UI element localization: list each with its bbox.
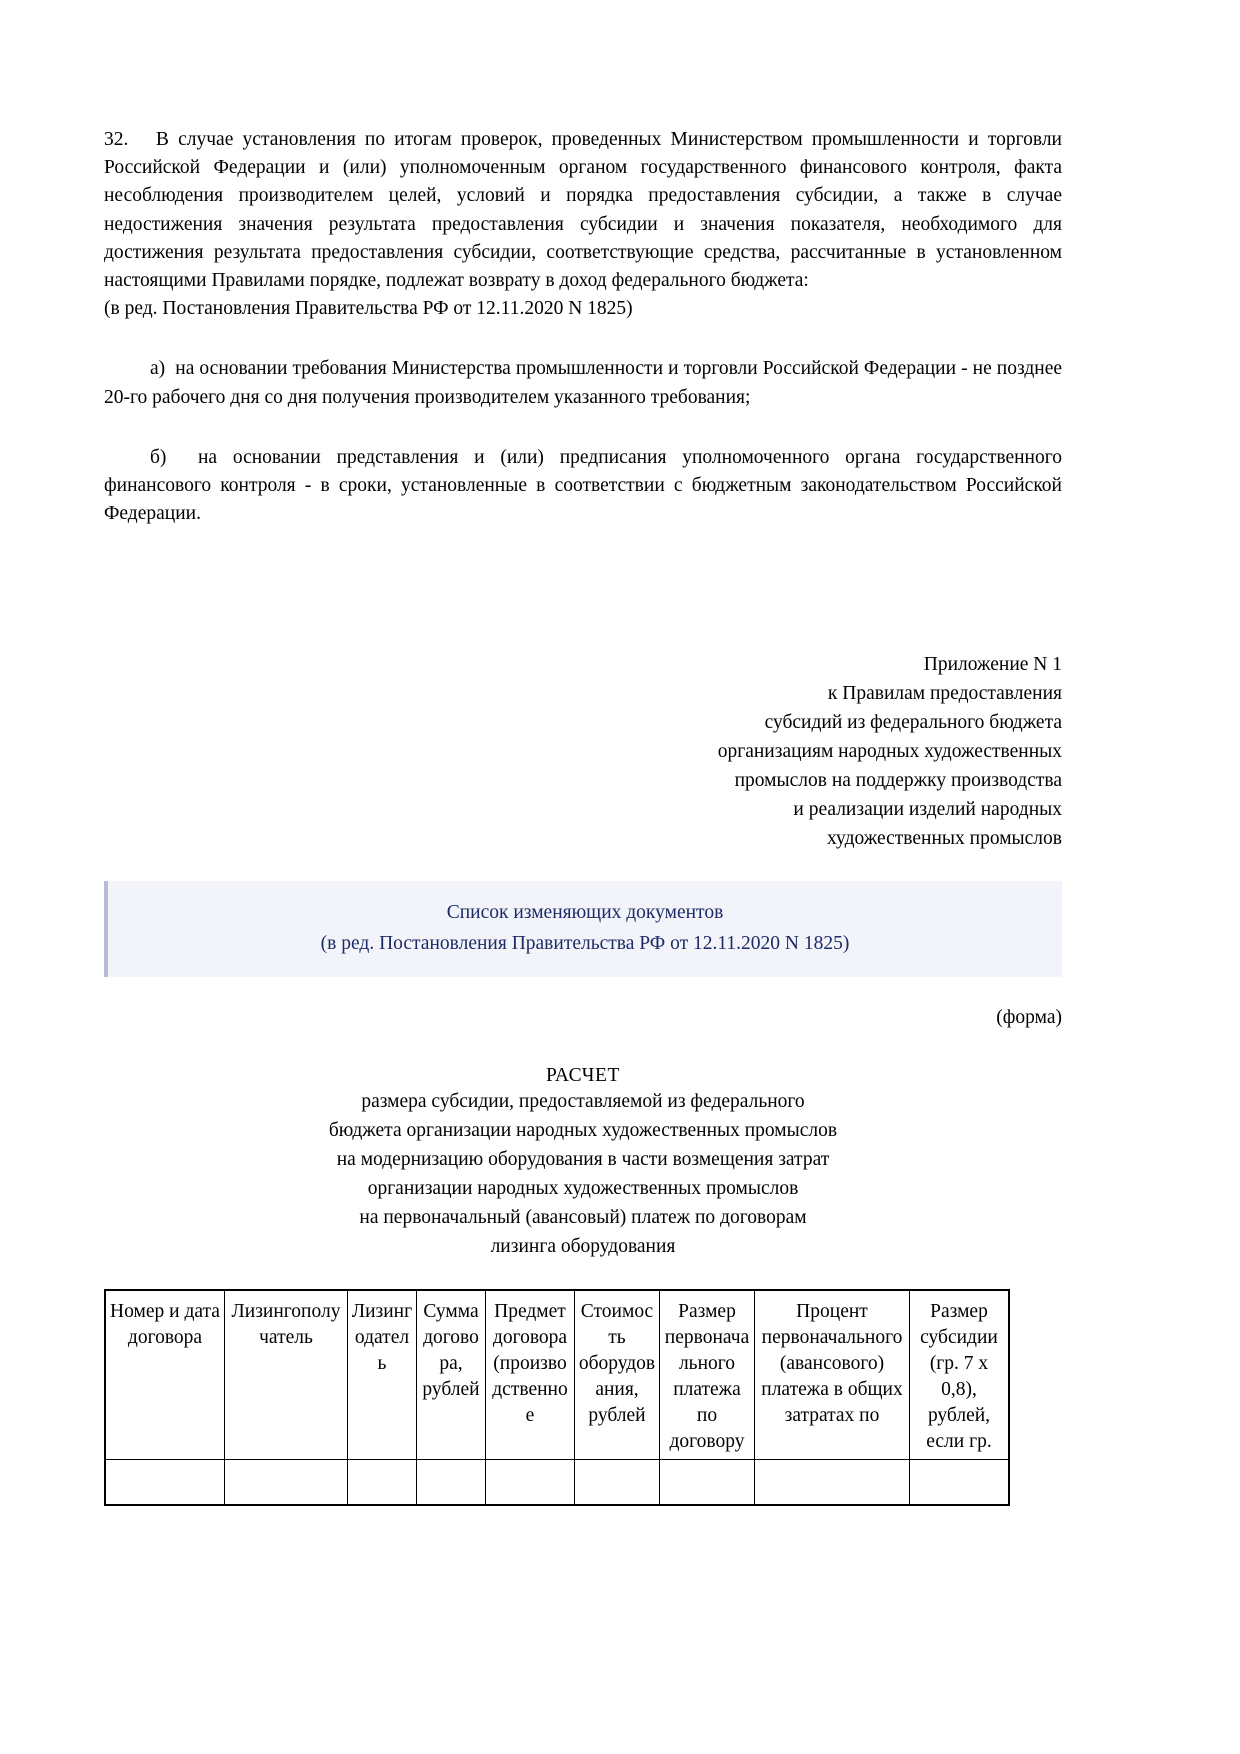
spacer	[104, 412, 1062, 444]
paragraph-a	[104, 355, 1062, 411]
table-cell	[910, 1460, 1010, 1506]
spacer	[104, 1261, 1062, 1289]
table-header-cell-7: Размер первоначального платежа по договору	[660, 1290, 755, 1460]
form-label: (форма)	[996, 1007, 1062, 1029]
table-header-cell-6: Стоимость оборудования, рублей	[575, 1290, 660, 1460]
table-cell	[417, 1460, 486, 1506]
table-header	[105, 1290, 1009, 1460]
table-cell	[755, 1460, 910, 1506]
paragraph-32-amendment: (в ред. Постановления Правительства РФ от 12.11.2020 N 1825)	[104, 298, 633, 320]
paragraph-32: 32. В случае установления по итогам проверок, проведенных Министерством промышленности и торговли Российской Федерации и (или) уполномоченным органом государственного финансового контроля, факта несоблюдения производителем целей, условий и порядка предоставления субсидии, а также в случае недостижения значения результата предоставления субсидии и значения показателя, необходимого для достижения результата предоставления субсидии, соответствующие средства, рассчитанные в установленном настоящими Правилами порядке, подлежат возврату в доход федерального бюджета:	[104, 129, 1062, 292]
calc-subtitle-2: бюджета организации народных художественных промыслов	[328, 1120, 838, 1142]
table-header-cell-4: Сумма договора, рублей	[417, 1290, 486, 1460]
table-cell	[660, 1460, 755, 1506]
annex-line-5: промыслов на поддержку производства	[734, 770, 1062, 792]
annex-line-3: субсидий из федерального бюджета	[764, 712, 1062, 734]
annex-line-7: художественных промыслов	[827, 828, 1062, 850]
annex-line-2: к Правилам предоставления	[827, 683, 1062, 705]
table-row	[105, 1460, 1009, 1506]
amendment-list-box	[104, 881, 1062, 977]
spacer	[104, 528, 1062, 650]
table-header-cell-5: Предмет договора (производственное	[486, 1290, 575, 1460]
paragraph-b	[104, 444, 1062, 529]
paragraph-b-text: б) на основании представления и (или) предписания уполномоченного органа государственного финансового контроля - в сроки, установленные в соответствии с бюджетным законодательством Российской Федерации.	[104, 446, 1062, 525]
table-cell	[348, 1460, 417, 1506]
calc-subtitle-1: размера субсидии, предоставляемой из федерального	[361, 1091, 805, 1113]
calc-subtitle-4: организации народных художественных промыслов	[367, 1178, 799, 1200]
table-cell	[575, 1460, 660, 1506]
table-header-cell-9: Размер субсидии (гр. 7 х 0,8), рублей, если гр.	[910, 1290, 1010, 1460]
spacer	[104, 1029, 1062, 1065]
calc-title-block	[104, 1065, 1062, 1261]
amendment-box-title: Список изменяющих документов	[446, 902, 724, 924]
annex-line-6: и реализации изделий народных	[793, 799, 1062, 821]
table-cell	[486, 1460, 575, 1506]
spacer	[104, 977, 1062, 1007]
table-header-cell-2: Лизингополучатель	[225, 1290, 348, 1460]
table-header-cell-8: Процент первоначального (авансового) платежа в общих затратах по	[755, 1290, 910, 1460]
table-body	[105, 1460, 1009, 1506]
calc-heading: РАСЧЕТ	[545, 1065, 621, 1087]
table-header-cell-3: Лизингодатель	[348, 1290, 417, 1460]
calculation-table	[104, 1289, 1010, 1506]
calc-subtitle-6: лизинга оборудования	[490, 1236, 676, 1258]
calc-subtitle-3: на модернизацию оборудования в части возмещения затрат	[336, 1149, 830, 1171]
table-cell	[225, 1460, 348, 1506]
annex-line-4: организациям народных художественных	[717, 741, 1062, 763]
calc-subtitle-5: на первоначальный (авансовый) платеж по договорам	[359, 1207, 807, 1229]
spacer	[104, 853, 1062, 881]
paragraph-a-text: а) на основании требования Министерства промышленности и торговли Российской Федерации - не позднее 20-го рабочего дня со дня получения производителем указанного требования;	[104, 358, 1062, 408]
table-cell	[105, 1460, 225, 1506]
amendment-box-reference: (в ред. Постановления Правительства РФ от 12.11.2020 N 1825)	[320, 933, 850, 955]
document-content	[104, 0, 1062, 1506]
annex-block	[104, 650, 1062, 853]
table-header-row	[105, 1290, 1009, 1460]
spacer	[104, 323, 1062, 355]
table-header-cell-1: Номер и дата договора	[105, 1290, 225, 1460]
annex-line-1: Приложение N 1	[923, 654, 1062, 676]
